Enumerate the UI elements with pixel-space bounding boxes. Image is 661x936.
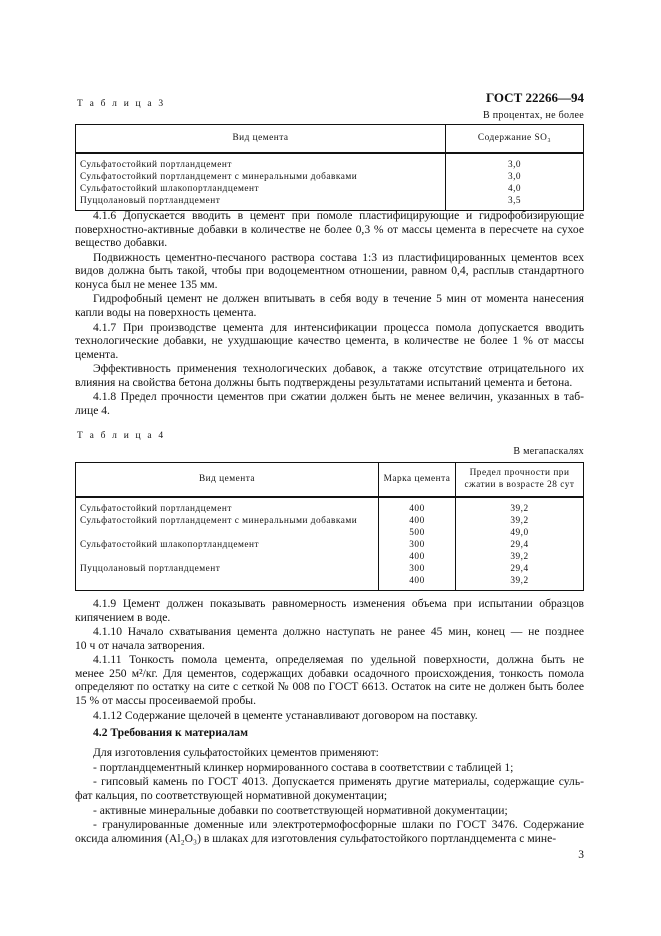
paragraph: [75, 804, 584, 818]
table4-cell: 400: [379, 515, 456, 527]
text-line: вещество добавки.: [75, 236, 168, 249]
paragraph: [75, 321, 584, 362]
paragraph: [75, 709, 584, 723]
paragraph: [75, 775, 584, 802]
table4-cell: [76, 527, 379, 539]
table4-cell: [76, 575, 379, 591]
table3-cell: Сульфатостойкий портландцемент: [76, 153, 446, 171]
text-line: 4.1.12 Содержание щелочей в цементе устанавливают договором на поставку.: [93, 708, 478, 722]
table4-row: [76, 575, 584, 591]
text-line: 4.1.11 Тонкость помола цемента, определяемая по удельной поверхности, должна быть не: [93, 653, 584, 667]
table4-cell: 39,2: [456, 551, 584, 563]
table4-cell: 300: [379, 539, 456, 551]
table3-cell: Сульфатостойкий портландцемент с минеральными добавками: [76, 171, 446, 183]
text-line: видов должна быть такой, чтобы при водоцементном отношении, равном 0,4, расплыв стандартного: [75, 264, 584, 278]
text-line: кипячением в воде.: [75, 610, 171, 624]
text-line: влияния на свойства бетона должны быть подтверждены результатами испытаний цемента и бетона.: [75, 375, 573, 389]
text-line: 10 ч от начала затворения.: [75, 638, 205, 652]
table4-header: Предел прочности при сжатии в возрасте 28 сут: [456, 463, 584, 497]
text-line: 4.1.7 При производстве цемента для интенсификации процесса помола допускается вводить: [93, 320, 584, 334]
text-line: - портландцементный клинкер нормированного состава в соответствии с таблицей 1;: [93, 760, 514, 774]
text-line: Подвижность цементно-песчаного раствора состава 1:3 из пластифицированных цементов всех: [93, 250, 584, 264]
table4-row: [76, 515, 584, 527]
text-line: цемента.: [75, 347, 119, 361]
paragraph: [75, 761, 584, 775]
table3-cell: Сульфатостойкий шлакопортландцемент: [76, 183, 446, 195]
paragraph: [75, 597, 584, 624]
paragraph: [75, 625, 584, 652]
text-line: поверхностно-активные добавки в количестве не более 0,3 % от массы цемента в пересчете на сухое: [75, 222, 584, 236]
paragraph: [75, 251, 584, 292]
table3-caption: Т а б л и ц а 3: [77, 99, 166, 109]
table3-cell: 4,0: [446, 183, 584, 195]
table4-cell: [76, 551, 379, 563]
table3-cell: 3,0: [446, 153, 584, 171]
table4-cell: 29,4: [456, 563, 584, 575]
table3-cell: 3,5: [446, 195, 584, 211]
text-block-1: [75, 209, 584, 419]
table4-cell: Сульфатостойкий портландцемент с минеральными добавками: [76, 515, 379, 527]
table4-header: Марка цемента: [379, 463, 456, 497]
table3-row: [76, 153, 584, 171]
text-line: определяют по остатку на сите с сеткой № 008 по ГОСТ 6613. Остаток на сите не должен быть более: [75, 680, 584, 694]
table4-row: [76, 497, 584, 515]
table4-cell: 39,2: [456, 515, 584, 527]
text-line: 15 % от массы просеиваемой пробы.: [75, 693, 256, 707]
table4-row: [76, 539, 584, 551]
table4-row: [76, 563, 584, 575]
text-line: фат кальция, по соответствующей нормативной документации;: [75, 788, 388, 802]
text-line: 4.1.6 Допускается вводить в цемент при помоле пластифицирующие и гидрофобизирующие: [93, 209, 584, 222]
table3-row: [76, 183, 584, 195]
section-heading: 4.2 Требования к материалам: [93, 726, 248, 740]
paragraph: [75, 292, 584, 319]
text-block-2: [75, 597, 584, 847]
text-line: 4.1.10 Начало схватывания цемента должно наступать не ранее 45 мин, конец — не позднее: [93, 625, 584, 639]
text-line: 4.1.9 Цемент должен показывать равномерность изменения объема при испытании образцов: [93, 597, 584, 610]
text-line: Гидрофобный цемент не должен впитывать в себя воду в течение 5 мин от момента нанесения: [93, 292, 584, 306]
table3-row: [76, 171, 584, 183]
table4-cell: Сульфатостойкий портландцемент: [76, 497, 379, 515]
text-line: - активные минеральные добавки по соответствующей нормативной документации;: [93, 803, 508, 817]
table4-cell: Сульфатостойкий шлакопортландцемент: [76, 539, 379, 551]
table4: [75, 462, 584, 591]
text-line: - гранулированные доменные или электротермофосфорные шлаки по ГОСТ 3476. Содержание: [93, 818, 584, 832]
document-header: ГОСТ 22266—94: [485, 90, 584, 105]
table4-row: [76, 527, 584, 539]
paragraph: [75, 390, 584, 417]
text-line: - гипсовый камень по ГОСТ 4013. Допускается применять другие материалы, содержащие суль-: [93, 775, 584, 789]
paragraph: [75, 209, 584, 250]
text-line: технологические добавки, не ухудшающие качество цемента, в количестве не более 1 % от массы: [75, 334, 584, 348]
table4-cell: 400: [379, 551, 456, 563]
table3-header: Вид цемента: [76, 125, 446, 153]
paragraph: [75, 362, 584, 389]
table4-header: Вид цемента: [76, 463, 379, 497]
text-line: 4.1.8 Предел прочности цементов при сжатии должен быть не менее величин, указанных в таб-: [93, 390, 584, 404]
paragraph: [75, 653, 584, 707]
table4-cell: Пуццолановый портландцемент: [76, 563, 379, 575]
table3-header: Содержание SO₃: [446, 125, 584, 153]
table3-row: [76, 195, 584, 211]
table3-cell: 3,0: [446, 171, 584, 183]
table4-row: [76, 551, 584, 563]
table4-cell: 300: [379, 563, 456, 575]
table4-cell: 49,0: [456, 527, 584, 539]
text-line: лице 4.: [75, 403, 110, 417]
table4-caption: Т а б л и ц а 4: [77, 431, 166, 441]
text-line: Эффективность применения технологических добавок, а также отсутствие отрицательного их: [93, 362, 584, 376]
text-line: Для изготовления сульфатостойких цементов применяют:: [93, 746, 379, 760]
paragraph: [75, 818, 584, 845]
table4-cell: 39,2: [456, 497, 584, 515]
text-line: капли воды на поверхность цемента.: [75, 305, 257, 319]
text-line: менее 250 м²/кг. Для цементов, содержащих добавки осадочного происхождения, тонкость помола: [75, 666, 584, 680]
page-number: 3: [578, 849, 584, 861]
table3-cell: Пуццолановый портландцемент: [76, 195, 446, 211]
table3: [75, 124, 584, 211]
table4-cell: 400: [379, 497, 456, 515]
table4-cell: 500: [379, 527, 456, 539]
table4-cell: 39,2: [456, 575, 584, 591]
table4-cell: 400: [379, 575, 456, 591]
table3-unit: В процентах, не более: [482, 110, 584, 121]
paragraph: [75, 746, 584, 760]
text-line: конуса был не менее 135 мм.: [75, 277, 218, 291]
table4-unit: В мегапаскалях: [513, 446, 584, 457]
table4-cell: 29,4: [456, 539, 584, 551]
text-line: оксида алюминия (Al₂O₃) в шлаках для изготовления сульфатостойкого портландцемента с мине-: [75, 831, 557, 845]
